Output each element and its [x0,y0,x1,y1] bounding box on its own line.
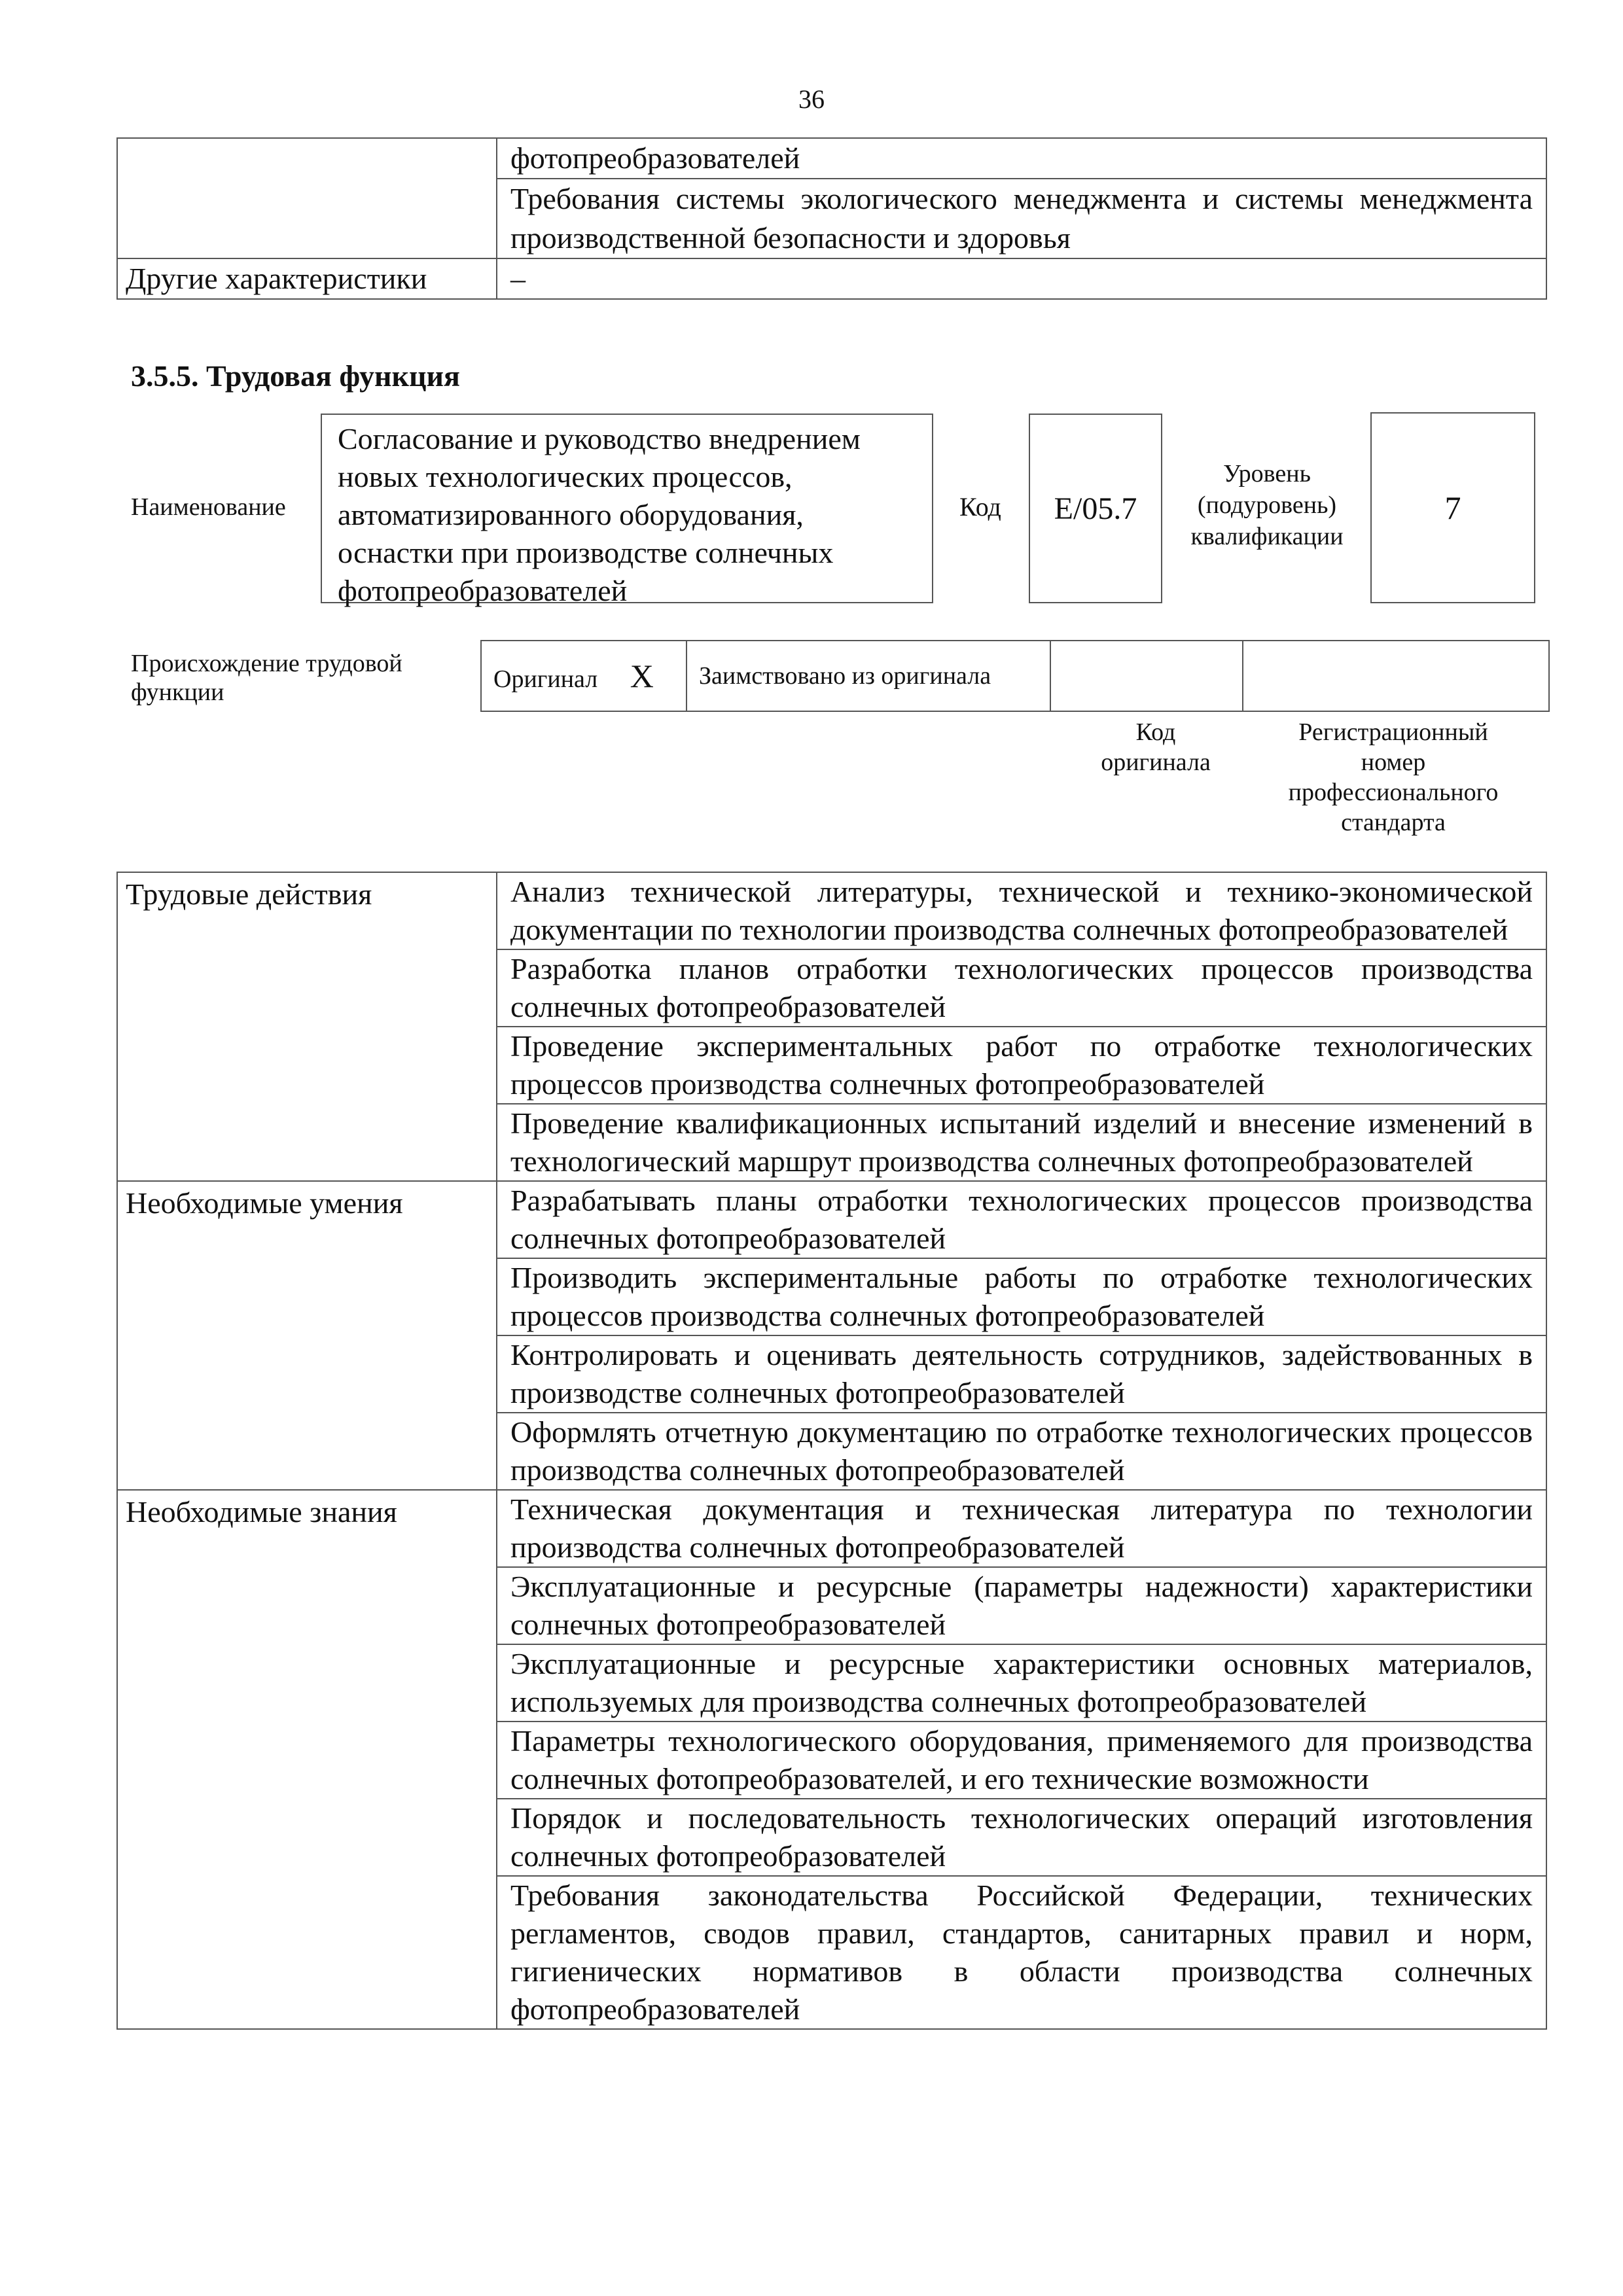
row-label: Другие характеристики [117,258,497,299]
list-item: Техническая документация и техническая литература по технологии производства солнечных фотопреобразователей [510,1492,1533,1564]
level-label-line: квалификации [1190,523,1344,550]
list-item: Разрабатывать планы отработки технологических процессов производства солнечных фотопреобразователей [510,1184,1533,1255]
caption-line: профессионального [1288,779,1499,806]
origin-label [131,649,402,707]
section-label: Трудовые действия [117,872,497,1181]
table-row [117,138,1546,258]
row-content [497,138,1546,258]
name-label: Наименование [131,493,286,521]
caption-line: Регистрационный [1298,718,1488,746]
caption-line: оригинала [1101,749,1211,776]
section-items [497,872,1546,1181]
row-label [117,138,497,258]
section-items [497,1490,1546,2029]
list-item: Разработка планов отработки технологических процессов производства солнечных фотопреобразователей [497,949,1546,1026]
origin-mark: X [630,658,654,694]
code-value-box: E/05.7 [1029,414,1162,603]
section-label: Необходимые знания [117,1490,497,2029]
section-label: Необходимые умения [117,1181,497,1490]
origin-original-cell [481,641,687,711]
table-row [117,1181,1546,1490]
list-item: Требования системы экологического менеджмента и системы менеджмента производственной безопасности и здоровья [510,182,1533,255]
origin-borrowed-cell: Заимствовано из оригинала [687,641,1050,711]
registration-caption [1246,717,1541,838]
list-item: Проведение экспериментальных работ по отработке технологических процессов производства солнечных фотопреобразователей [497,1026,1546,1103]
list-item: Эксплуатационные и ресурсные (параметры надежности) характеристики солнечных фотопреобразователей [497,1566,1546,1644]
list-item: Производить экспериментальные работы по отработке технологических процессов производства солнечных фотопреобразователей [497,1258,1546,1335]
page-number: 36 [798,84,825,114]
continuation-table [116,137,1547,300]
list-item: Контролировать и оценивать деятельность сотрудников, задействованных в производстве солнечных фотопреобразователей [497,1335,1546,1412]
list-item: фотопреобразователей [497,139,1546,179]
origin-table [480,640,1550,712]
level-label [1175,458,1359,552]
origin-reg-cell [1243,641,1549,711]
section-title: 3.5.5. Трудовая функция [131,359,460,393]
row-content: – [497,258,1546,299]
list-item: Анализ технической литературы, технической и технико-экономической документации по технологии производства солнечных фотопреобразователей [510,875,1533,946]
list-item: Параметры технологического оборудования, применяемого для производства солнечных фотопреобразователей, и его технические возможности [497,1721,1546,1798]
list-item: Оформлять отчетную документацию по отработке технологических процессов производства солнечных фотопреобразователей [497,1412,1546,1489]
list-item: Эксплуатационные и ресурсные характеристики основных материалов, используемых для производства солнечных фотопреобразователей [497,1644,1546,1721]
list-item: Порядок и последовательность технологических операций изготовления солнечных фотопреобразователей [497,1798,1546,1875]
caption-line: стандарта [1341,809,1446,836]
origin-original-label: Оригинал [493,665,598,693]
table-row [117,1490,1546,2029]
level-value-box: 7 [1370,412,1535,603]
code-label: Код [959,492,1001,521]
level-label-line: (подуровень) [1197,491,1337,519]
list-item: Проведение квалификационных испытаний изделий и внесение изменений в технологический маршрут производства солнечных фотопреобразователей [497,1103,1546,1180]
table-row [117,872,1546,1181]
caption-line: номер [1361,749,1426,776]
level-label-line: Уровень [1223,460,1311,487]
table-row [481,641,1549,711]
caption-line: Код [1135,718,1176,746]
main-table [116,872,1547,2030]
table-row [117,258,1546,299]
origin-label-line: функции [131,679,224,706]
code-original-caption [1058,717,1254,777]
origin-label-line: Происхождение трудовой [131,650,402,677]
origin-code-cell [1050,641,1243,711]
function-name-box: Согласование и руководство внедрением новых технологических процессов, автоматизированного оборудования, оснастки при производстве солнечных фотопреобразователей [321,414,933,603]
section-items [497,1181,1546,1490]
list-item: Требования законодательства Российской Федерации, технических регламентов, сводов правил, стандартов, санитарных правил и норм, гигиенических нормативов в области производства солнечных фотопреобразователей [497,1875,1546,2028]
